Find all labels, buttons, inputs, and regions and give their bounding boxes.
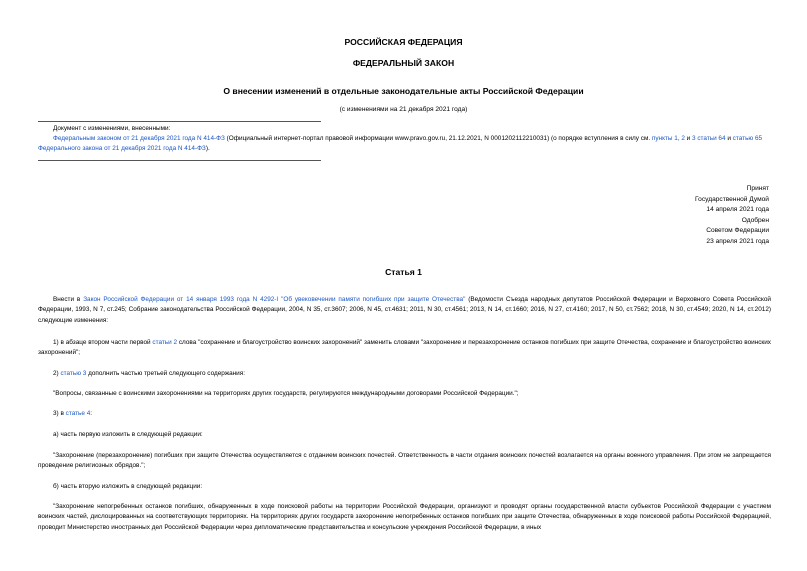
changes-note	[38, 134, 773, 154]
link-points[interactable]: пункты 1, 2	[651, 135, 685, 142]
country-heading: РОССИЙСКАЯ ФЕДЕРАЦИЯ	[344, 37, 463, 47]
paragraph-sub-a: а) часть первую изложить в следующей редакции:	[53, 431, 203, 438]
approved-by: Советом Федерации	[706, 227, 769, 235]
doc-type-heading: ФЕДЕРАЛЬНЫЙ ЗАКОН	[352, 58, 455, 68]
paragraph-intro: Внести в Закон Российской Федерации от 14 января 1993 года N 4292-I "Об увековечении памяти погибших при защите Отечества" (Ведомости Съезда народных депутатов Российской Федерации и Верховного Совета Российской Федерации, 1993, N 7, ст.245; Собрание законодательства Российской Федерации, 2004, N 35, ст.3607; 2006, N 45, ст.4631; 2011, N 30, ст.4561; 2013, N 14, ст.1660; 2016, N 27, ст.4160; 2017, N 50, ст.7562; 2018, N 30, ст.4549; 2020, N 14, ст.2012) следующие изменения:	[38, 296, 771, 324]
link-article-64[interactable]: 3 статьи 64	[692, 135, 726, 142]
page-title: О внесении изменений в отдельные законодательные акты Российской Федерации	[223, 86, 584, 96]
changes-text-1: (Официальный интернет-портал правовой информации www.pravo.gov.ru, 21.12.2021, N 0001202112210031) (о порядке вступления в силу см.	[224, 135, 652, 142]
adopted-label: Принят	[746, 185, 769, 192]
link-article-3[interactable]: статью 3	[60, 370, 87, 377]
adoption-block	[569, 184, 769, 248]
revision-note: (с изменениями на 21 декабря 2021 года)	[339, 106, 468, 113]
article-heading: Статья 1	[385, 267, 422, 277]
paragraph-item-1: 1) в абзаце втором части первой статьи 2 слова "сохранение и благоустройство воинских захоронений" заменить словами "захоронение и перезахоронение останков погибших при защите Отечества, сохранение и благоустройство воинских захоронений";	[38, 339, 771, 357]
changes-text-4: ).	[205, 145, 210, 152]
approved-label: Одобрен	[741, 216, 769, 224]
link-article-65[interactable]: статью 65 Федерального закона от 21 декабря 2021 года N 414-ФЗ	[38, 135, 763, 152]
link-article-2[interactable]: статьи 2	[152, 339, 178, 346]
paragraph-sub-b: б) часть вторую изложить в следующей редакции:	[53, 483, 203, 490]
changes-text-2: и	[684, 135, 693, 142]
paragraph-quote-1: "Вопросы, связанные с воинскими захоронениями на территориях других государств, регулируются международными договорами Российской Федерации.";	[53, 390, 519, 397]
approved-date: 23 апреля 2021 года	[706, 237, 769, 245]
link-law-4292[interactable]: Закон Российской Федерации от 14 января 1993 года N 4292-I "Об увековечении памяти погибших при защите Отечества"	[83, 296, 466, 303]
adopted-date: 14 апреля 2021 года	[706, 206, 769, 214]
link-amending-law[interactable]: Федеральным законом от 21 декабря 2021 года N 414-ФЗ	[53, 135, 225, 142]
paragraph-quote-3: "Захоронение непогребенных останков погибших, обнаруженных в ходе поисковой работы на территории Российской Федерации, организуют и проводят органы государственной власти субъектов Российской Федерации с участием воинских частей, дислоцированных на соответствующих территориях. На территориях других государств захоронение непогребенных останков погибших при защите Отечества, обнаруженных в ходе поисковой работы Российской Федерацией, проводит Министерство иностранных дел Российской Федерации через дипломатические представительства и консульские учреждения Российской Федерации, в иных	[38, 503, 771, 531]
adopted-by: Государственной Думой	[695, 195, 769, 203]
divider-top	[38, 121, 321, 122]
changes-label: Документ с изменениями, внесенными:	[53, 125, 171, 132]
link-article-4[interactable]: статье 4	[65, 410, 91, 417]
paragraph-item-2: 2) статью 3 дополнить частью третьей следующего содержания:	[53, 370, 245, 377]
changes-text-3: и	[725, 135, 733, 142]
paragraph-item-3: 3) в статье 4:	[53, 410, 93, 417]
paragraph-quote-2: "Захоронение (перезахоронение) погибших при защите Отечества осуществляется с отданием воинских почестей. Ответственность в части отдания воинских почестей возлагается на органы военного управления. При этом не запрещается проведение религиозных обрядов.";	[38, 452, 771, 470]
divider-bottom	[38, 160, 321, 161]
